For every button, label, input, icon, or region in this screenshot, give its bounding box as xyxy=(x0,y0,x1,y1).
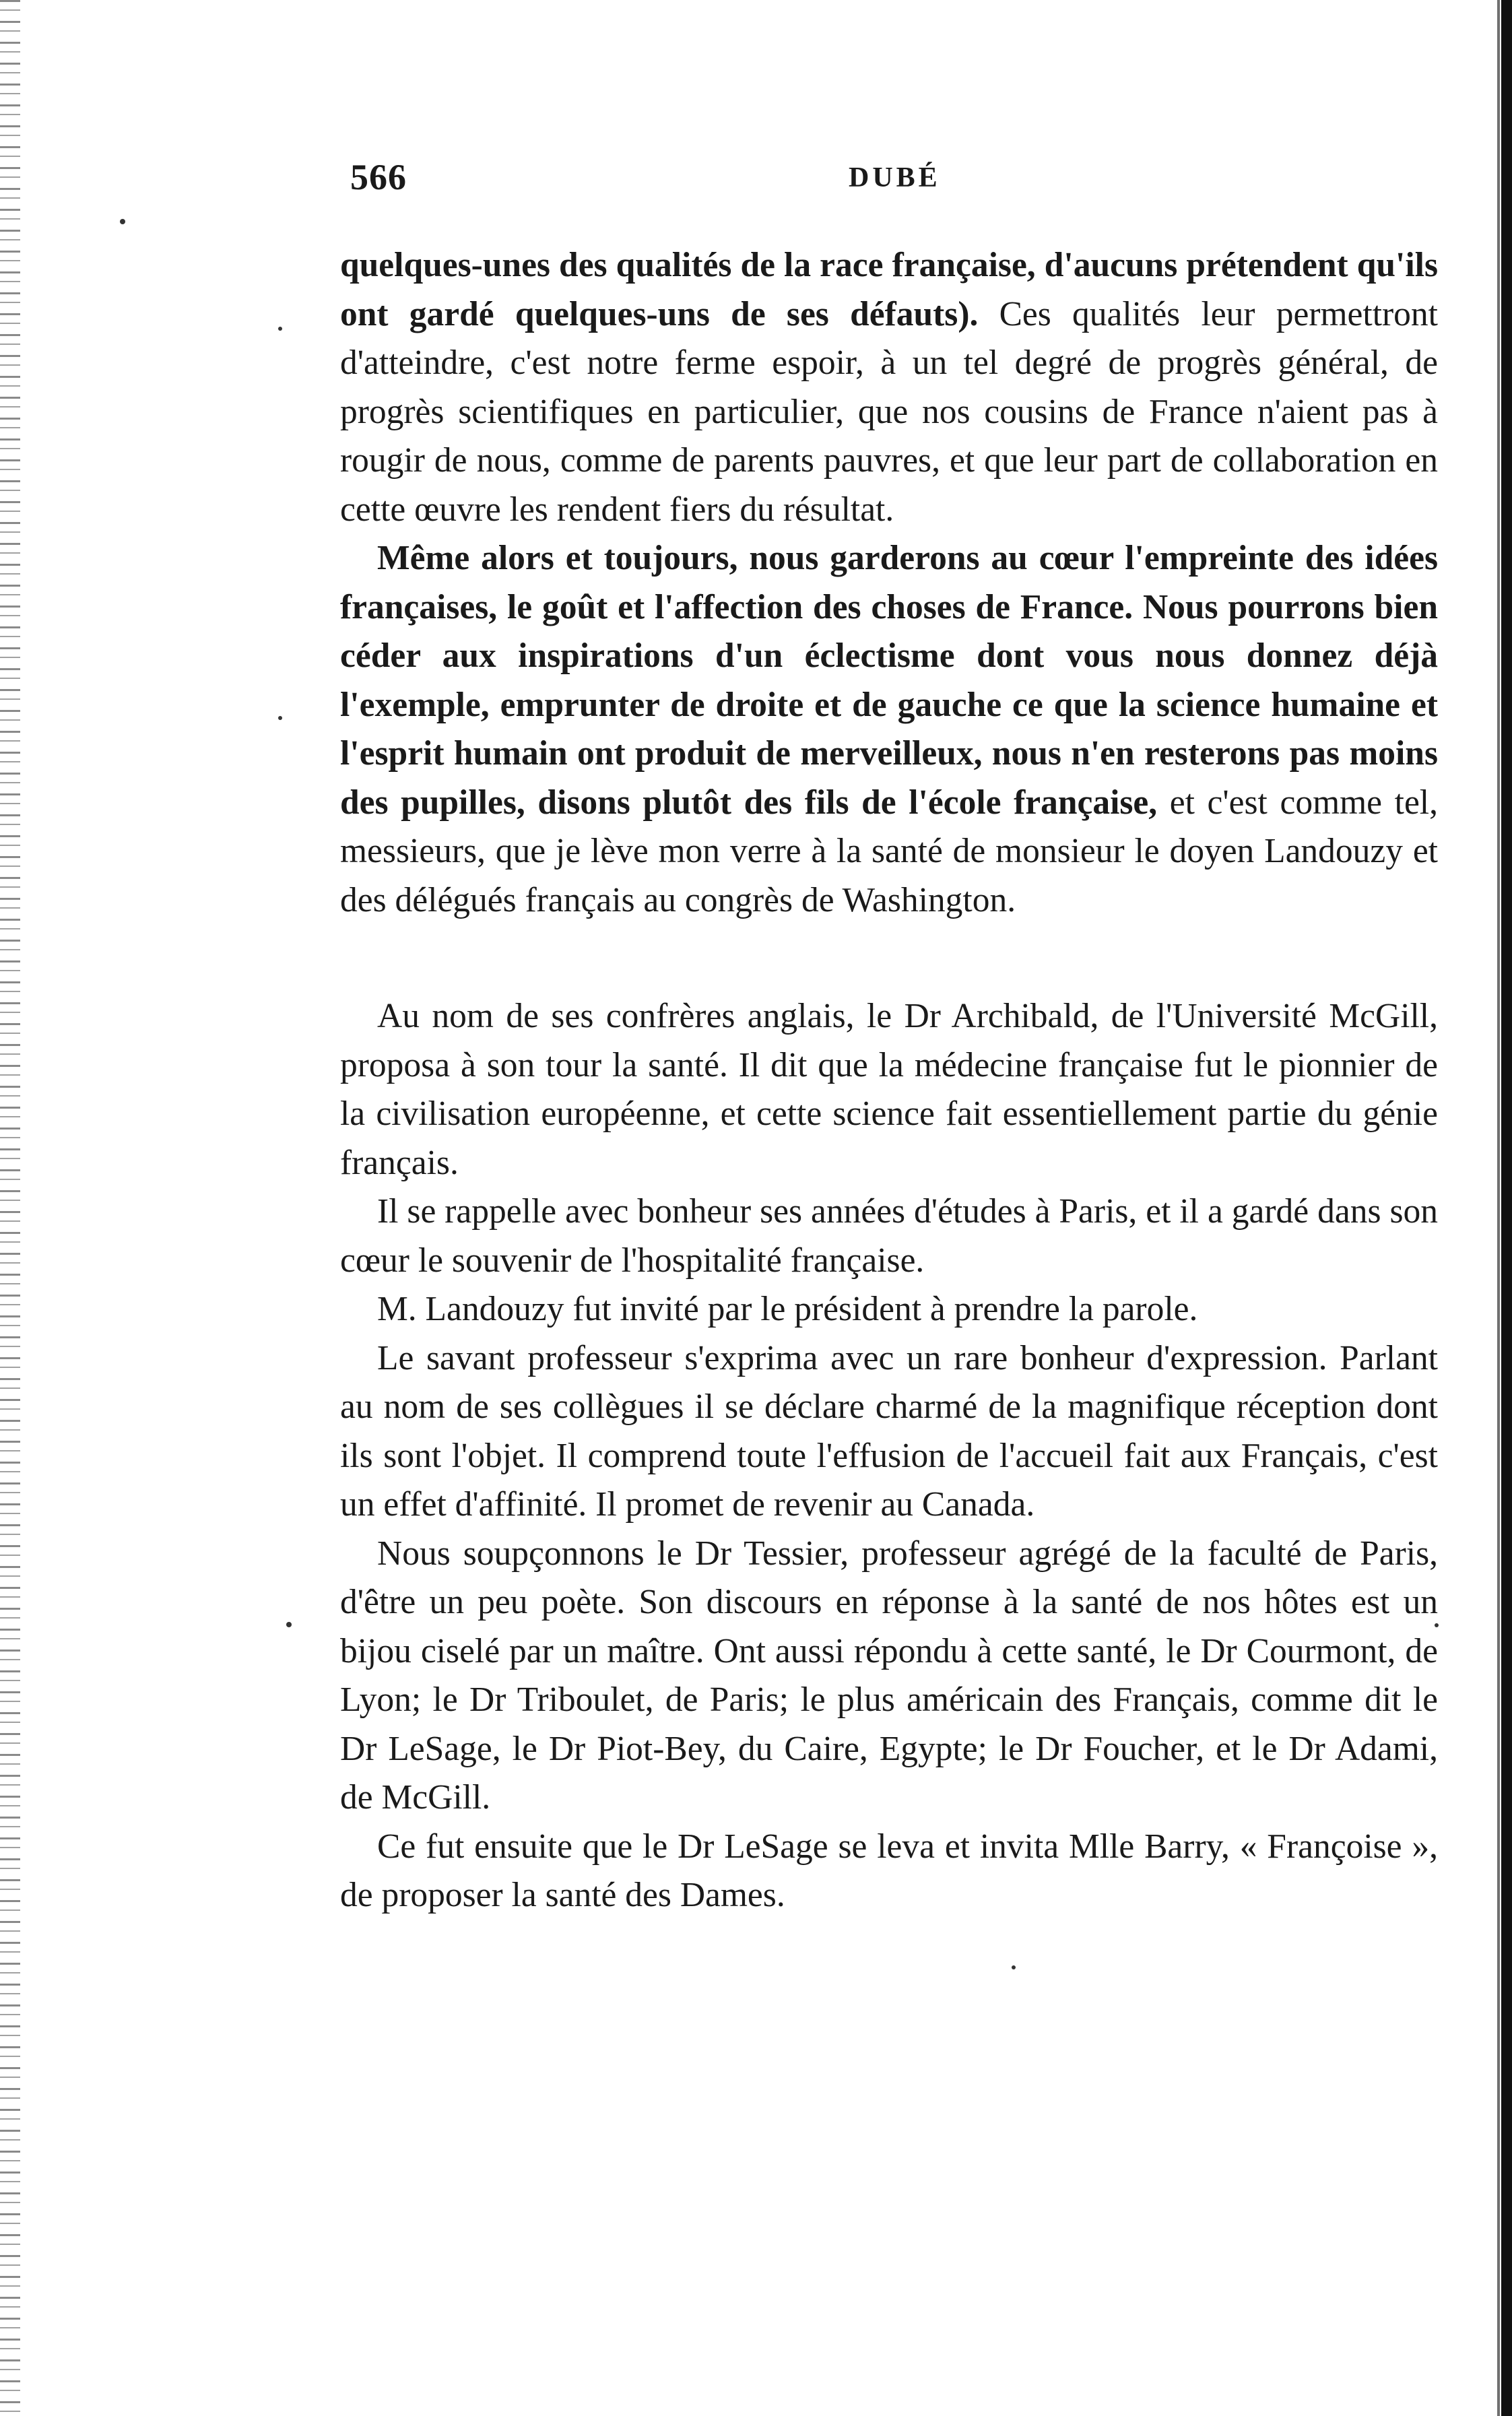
paragraph: Il se rappelle avec bonheur ses années d'études à Paris, et il a gardé dans son cœur le souvenir de l'hospitalité française. xyxy=(340,1192,1438,1280)
scan-edge-left xyxy=(0,0,20,2416)
paragraph-run: et c'est comme tel, messieurs, que je lève mon verre à la santé de monsieur le doyen Landouzy et des délégués français au congrès de Washington. xyxy=(340,783,1438,919)
speck xyxy=(286,1622,292,1627)
body-text xyxy=(340,241,1438,1920)
speck xyxy=(1012,1965,1016,1969)
scan-edge-right xyxy=(1501,0,1512,2416)
paragraph-run: Ces qualités leur permettront d'atteindre, c'est notre ferme espoir, à un tel degré de progrès général, de progrès scientifiques en particulier, que nos cousins de France n'aient pas à rougir de nous, comme de parents pauvres, et que leur part de collaboration en cette œuvre les rendent fiers du résultat. xyxy=(340,294,1438,529)
speck xyxy=(278,716,282,720)
paragraph: Nous soupçonnons le Dr Tessier, professeur agrégé de la faculté de Paris, d'être un peu poète. Son discours en réponse à la santé de nos hôtes est un bijou ciselé par un maître. Ont aussi répondu à cette santé, le Dr Courmont, de Lyon; le Dr Triboulet, de Paris; le plus américain des Français, comme dit le Dr LeSage, le Dr Piot-Bey, du Caire, Egypte; le Dr Foucher, et le Dr Adami, de McGill. xyxy=(340,1534,1438,1817)
paragraph xyxy=(340,534,1438,925)
paragraph: M. Landouzy fut invité par le président à prendre la parole. xyxy=(377,1290,1198,1328)
page-number: 566 xyxy=(350,157,407,197)
paragraph xyxy=(340,241,1438,534)
speck xyxy=(278,327,282,331)
paragraph: Ce fut ensuite que le Dr LeSage se leva et invita Mlle Barry, « Françoise », de proposer la santé des Dames. xyxy=(340,1827,1438,1914)
paragraph: Au nom de ses confrères anglais, le Dr Archibald, de l'Université McGill, proposa à son tour la santé. Il dit que la médecine française fut le pionnier de la civilisation européenne, et cette science fait essentiellement partie du génie français. xyxy=(340,997,1438,1182)
paragraph-bold-run: quelques-unes des qualités de la race française, d'aucuns prétendent qu'ils ont gardé quelques-uns de ses défauts). xyxy=(340,246,1438,333)
paragraph-bold-run: Même alors et toujours, nous garderons au cœur l'empreinte des idées françaises, le goût et l'affection des choses de France. Nous pourrons bien céder aux inspirations d'un éclectisme dont vous nous donnez déjà l'exemple, emprunter de droite et de gauche ce que la science humaine et l'esprit humain ont produit de merveilleux, nous n'en resterons pas moins des pupilles, disons plutôt des fils de l'école française, xyxy=(340,539,1438,822)
paragraph: Le savant professeur s'exprima avec un rare bonheur d'expression. Parlant au nom de ses collègues il se déclare charmé de la magnifique réception dont ils sont l'objet. Il comprend toute l'effusion de l'accueil fait aux Français, c'est un effet d'affinité. Il promet de revenir au Canada. xyxy=(340,1338,1438,1524)
running-head: DUBÉ xyxy=(849,162,941,193)
section-break xyxy=(340,925,1438,992)
page-header xyxy=(350,156,1428,210)
scan-edge-right-inner xyxy=(1497,0,1500,2416)
speck xyxy=(120,219,125,224)
